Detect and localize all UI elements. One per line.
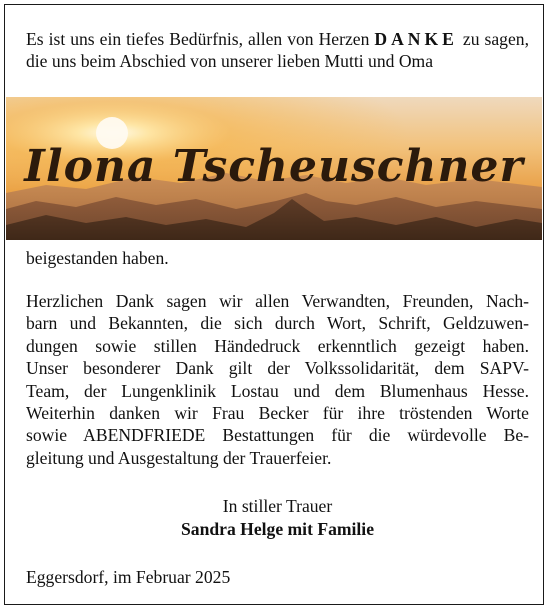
body-line: Unser besonderer Dank gilt der Volkssolidarität, dem SAPV- (26, 358, 529, 379)
sunset-banner (6, 97, 542, 240)
body-line: Weiterhin danken wir Frau Becker für ihre tröstenden Worte (26, 403, 529, 424)
body-line: sowie ABENDFRIEDE Bestattungen für die würdevolle Be- (26, 425, 529, 446)
body-line: gleitung und Ausgestaltung der Trauerfeier. (26, 447, 332, 468)
danke-word: DANKE (374, 29, 458, 49)
intro-part-2: zu sagen, die uns beim Abschied von unserer lieben Mutti und Oma (26, 29, 529, 72)
after-name-text: beigestanden haben. (26, 248, 169, 268)
signature-intro: In stiller Trauer (222, 496, 333, 516)
body-line: Team, der Lungenklinik Lostau und dem Blumenhaus Hesse. (26, 380, 529, 401)
body-line: dungen sowie stillen Händedruck erkenntlich gezeigt haben. (26, 335, 529, 356)
deceased-name: Ilona Tscheuschner (24, 141, 524, 192)
body-line: Herzlichen Dank sagen wir allen Verwandten, Freunden, Nach- (26, 291, 529, 311)
signature-names: Sandra Helge mit Familie (180, 519, 375, 539)
body-line: barn und Bekannten, die sich durch Wort, Schrift, Geldzuwen- (26, 313, 529, 334)
intro-text (26, 28, 529, 73)
place-date: Eggersdorf, im Februar 2025 (26, 567, 231, 587)
intro-part-1: Es ist uns ein tiefes Bedürfnis, allen von Herzen (26, 29, 375, 49)
body-text (26, 290, 529, 469)
